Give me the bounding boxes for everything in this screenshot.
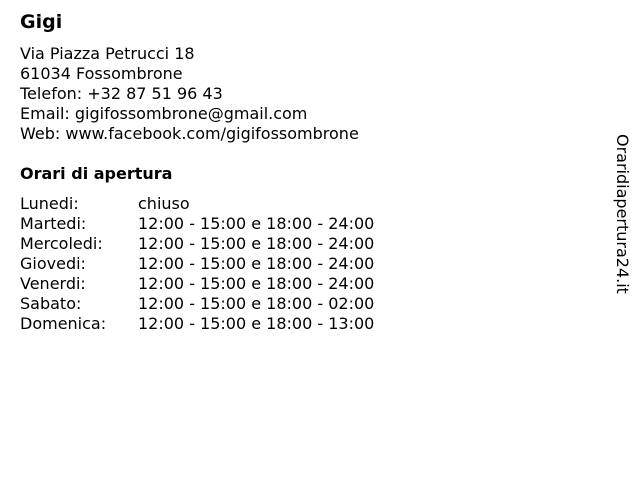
- hours-day: Mercoledi:: [20, 234, 103, 253]
- hours-time: 12:00 - 15:00 e 18:00 - 24:00: [138, 254, 375, 273]
- hours-row-wednesday: [20, 234, 374, 254]
- hours-day: Lunedi:: [20, 194, 79, 213]
- hours-time: chiuso: [138, 194, 190, 213]
- hours-time: 12:00 - 15:00 e 18:00 - 24:00: [138, 234, 375, 253]
- phone-line: Telefon: +32 87 51 96 43: [20, 84, 223, 103]
- hours-day: Venerdi:: [20, 274, 86, 293]
- email-line: Email: gigifossombrone@gmail.com: [20, 104, 308, 123]
- hours-day: Domenica:: [20, 314, 107, 333]
- hours-time: 12:00 - 15:00 e 18:00 - 24:00: [138, 274, 375, 293]
- hours-time: 12:00 - 15:00 e 18:00 - 02:00: [138, 294, 375, 313]
- hours-time: 12:00 - 15:00 e 18:00 - 24:00: [138, 214, 375, 233]
- hours-row-friday: [20, 274, 374, 294]
- opening-hours-table: [20, 194, 374, 334]
- hours-row-thursday: [20, 254, 374, 274]
- web-line: Web: www.facebook.com/gigifossombrone: [20, 124, 359, 143]
- site-watermark: Oraridiapertura24.it: [613, 134, 632, 294]
- address-city: 61034 Fossombrone: [20, 64, 183, 83]
- hours-row-saturday: [20, 294, 374, 314]
- contact-block: [20, 44, 359, 144]
- opening-hours-heading: Orari di apertura: [20, 164, 173, 183]
- hours-time: 12:00 - 15:00 e 18:00 - 13:00: [138, 314, 375, 333]
- business-name: Gigi: [20, 11, 63, 33]
- hours-day: Martedi:: [20, 214, 87, 233]
- hours-row-tuesday: [20, 214, 374, 234]
- hours-day: Sabato:: [20, 294, 82, 313]
- hours-row-sunday: [20, 314, 374, 334]
- hours-row-monday: [20, 194, 374, 214]
- hours-day: Giovedi:: [20, 254, 86, 273]
- address-street: Via Piazza Petrucci 18: [20, 44, 195, 63]
